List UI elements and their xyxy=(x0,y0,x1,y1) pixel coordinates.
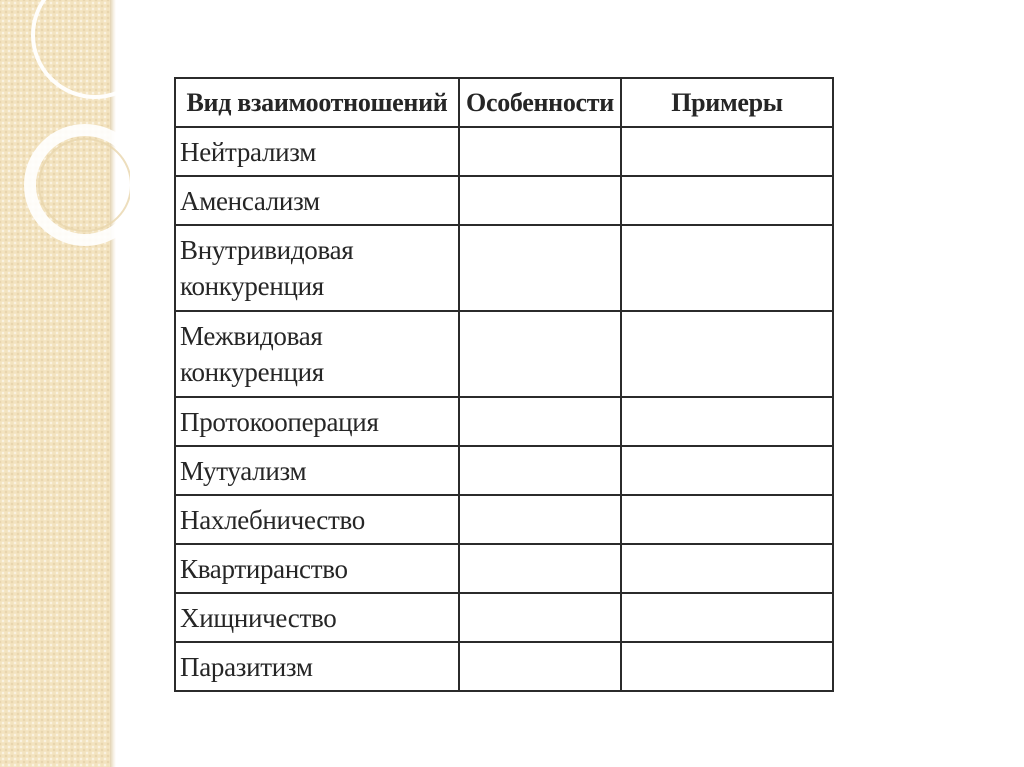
table-row xyxy=(175,176,833,225)
features-cell[interactable] xyxy=(459,446,621,495)
row-name-cell: Межвидовая конкуренция xyxy=(175,311,459,397)
header-examples: Примеры xyxy=(621,78,833,127)
examples-cell[interactable] xyxy=(621,593,833,642)
examples-cell[interactable] xyxy=(621,225,833,311)
table-row xyxy=(175,311,833,397)
table-row xyxy=(175,642,833,691)
examples-cell[interactable] xyxy=(621,544,833,593)
features-cell[interactable] xyxy=(459,176,621,225)
features-cell[interactable] xyxy=(459,311,621,397)
row-name-cell: Внутривидовая конкуренция xyxy=(175,225,459,311)
row-name-cell: Квартиранство xyxy=(175,544,459,593)
table-row xyxy=(175,225,833,311)
features-cell[interactable] xyxy=(459,544,621,593)
examples-cell[interactable] xyxy=(621,176,833,225)
features-cell[interactable] xyxy=(459,593,621,642)
examples-cell[interactable] xyxy=(621,642,833,691)
table-row xyxy=(175,495,833,544)
relationships-table xyxy=(174,77,834,692)
table-row xyxy=(175,127,833,176)
examples-cell[interactable] xyxy=(621,127,833,176)
row-name-cell: Мутуализм xyxy=(175,446,459,495)
row-name-cell: Хищничество xyxy=(175,593,459,642)
examples-cell[interactable] xyxy=(621,495,833,544)
row-name-cell: Паразитизм xyxy=(175,642,459,691)
table-row xyxy=(175,544,833,593)
examples-cell[interactable] xyxy=(621,397,833,446)
header-features: Особенности xyxy=(459,78,621,127)
features-cell[interactable] xyxy=(459,397,621,446)
features-cell[interactable] xyxy=(459,495,621,544)
examples-cell[interactable] xyxy=(621,311,833,397)
features-cell[interactable] xyxy=(459,127,621,176)
decorative-rings-icon xyxy=(0,0,130,767)
features-cell[interactable] xyxy=(459,225,621,311)
table-row xyxy=(175,446,833,495)
row-name-cell: Нейтрализм xyxy=(175,127,459,176)
row-name-cell: Аменсализм xyxy=(175,176,459,225)
header-relationship-type: Вид взаимоотношений xyxy=(175,78,459,127)
row-name-cell: Нахлебничество xyxy=(175,495,459,544)
table-row xyxy=(175,593,833,642)
table-row xyxy=(175,397,833,446)
examples-cell[interactable] xyxy=(621,446,833,495)
table-header-row xyxy=(175,78,833,127)
row-name-cell: Протокооперация xyxy=(175,397,459,446)
features-cell[interactable] xyxy=(459,642,621,691)
